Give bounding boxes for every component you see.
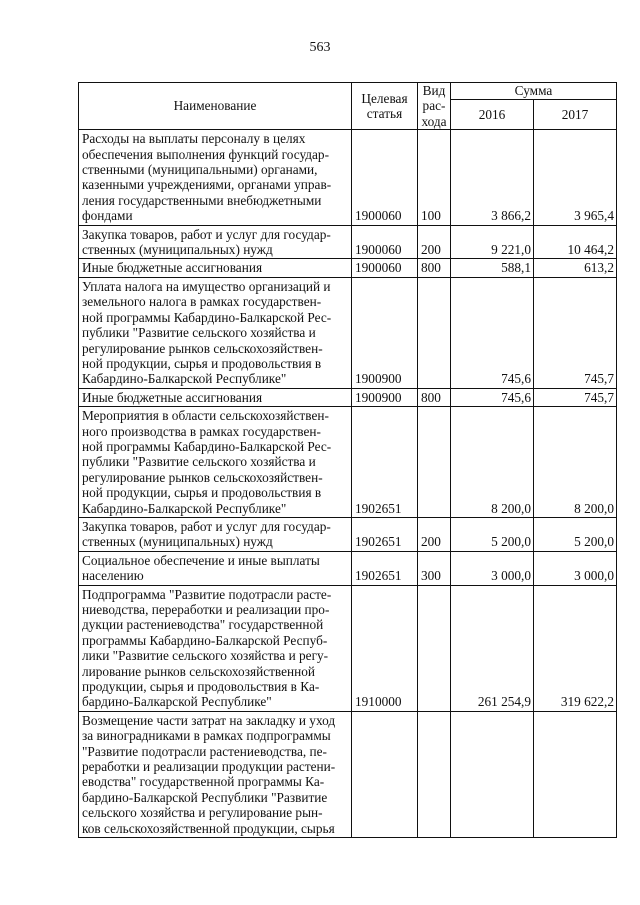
table-row xyxy=(79,517,617,551)
row-sum-2017: 319 622,2 xyxy=(534,585,617,711)
row-sum-2017 xyxy=(534,711,617,837)
row-kind-code: 800 xyxy=(418,259,451,277)
row-name-line: "Развитие подотрасли растениеводства, пе- xyxy=(82,743,327,759)
row-name-line: Закупка товаров, работ и услуг для государ- xyxy=(82,518,331,534)
row-name xyxy=(79,585,352,711)
table-row xyxy=(79,388,617,406)
row-sum-2016: 588,1 xyxy=(451,259,534,277)
row-kind-code xyxy=(418,407,451,518)
table-row xyxy=(79,277,617,388)
table-row xyxy=(79,259,617,277)
table-row xyxy=(79,711,617,837)
header-year-2016: 2016 xyxy=(451,100,534,130)
row-name-line: казенными учреждениями, органами управ- xyxy=(82,177,332,193)
row-name xyxy=(79,711,352,837)
header-target: Целевая статья xyxy=(352,83,418,130)
row-name-line: ственными (муниципальными) органами, xyxy=(82,162,318,178)
row-name-line: за виноградниками в рамках подпрограммы xyxy=(82,728,331,744)
header-kind: Вид рас- хода xyxy=(418,83,451,130)
row-name-line: Расходы на выплаты персоналу в целях xyxy=(82,131,306,147)
row-sum-2016: 745,6 xyxy=(451,277,534,388)
row-kind-code: 200 xyxy=(418,225,451,259)
row-kind-code xyxy=(418,277,451,388)
row-name-line: публики "Развитие сельского хозяйства и xyxy=(82,325,316,341)
row-sum-2017: 10 464,2 xyxy=(534,225,617,259)
row-target-code: 1902651 xyxy=(352,407,418,518)
row-sum-2016: 5 200,0 xyxy=(451,517,534,551)
row-kind-code: 100 xyxy=(418,130,451,225)
row-sum-2016: 9 221,0 xyxy=(451,225,534,259)
row-target-code: 1900900 xyxy=(352,277,418,388)
row-name xyxy=(79,130,352,225)
row-name-line: сельского хозяйства и регулирование рын- xyxy=(82,805,323,821)
row-name-line: фондами xyxy=(82,208,133,224)
row-target-code: 1900060 xyxy=(352,130,418,225)
row-name-line: регулирование рынков сельскохозяйствен- xyxy=(82,469,323,485)
row-name xyxy=(79,259,352,277)
row-sum-2016: 261 254,9 xyxy=(451,585,534,711)
row-name-line: Уплата налога на имущество организаций и xyxy=(82,278,331,294)
row-name-line: публики "Развитие сельского хозяйства и xyxy=(82,454,316,470)
row-kind-code: 800 xyxy=(418,388,451,406)
page-number: 563 xyxy=(309,40,331,55)
table-row xyxy=(79,551,617,585)
table-row xyxy=(79,130,617,225)
row-sum-2016: 745,6 xyxy=(451,388,534,406)
row-name-line: ной продукции, сырья и продовольствия в xyxy=(82,485,322,501)
header-name: Наименование xyxy=(79,83,352,130)
row-target-code: 1900060 xyxy=(352,225,418,259)
row-name xyxy=(79,517,352,551)
row-name-line: Социальное обеспечение и иные выплаты xyxy=(82,552,320,568)
row-name xyxy=(79,551,352,585)
header-row xyxy=(79,83,617,100)
row-name-line: ления государственными внебюджетными xyxy=(82,192,322,208)
row-name-line: дукции растениеводства" государственной xyxy=(82,617,324,633)
row-sum-2016: 3 866,2 xyxy=(451,130,534,225)
row-target-code: 1902651 xyxy=(352,517,418,551)
row-sum-2016 xyxy=(451,711,534,837)
row-name-line: Возмещение части затрат на закладку и уход xyxy=(82,712,336,728)
row-name-line: ственных (муниципальных) нужд xyxy=(82,242,273,258)
row-name-line: бардино-Балкарской Республики "Развитие xyxy=(82,789,328,805)
row-name-line: регулирование рынков сельскохозяйствен- xyxy=(82,340,323,356)
row-name-line: Закупка товаров, работ и услуг для государ- xyxy=(82,226,331,242)
row-name-line: программы Кабардино-Балкарской Респуб- xyxy=(82,632,328,648)
row-kind-code xyxy=(418,711,451,837)
row-sum-2016: 3 000,0 xyxy=(451,551,534,585)
row-sum-2017: 3 965,4 xyxy=(534,130,617,225)
row-name-line: еводства" государственной программы Ка- xyxy=(82,774,325,790)
budget-table xyxy=(78,82,617,838)
row-name-line: ниеводства, переработки и реализации про- xyxy=(82,602,330,617)
row-name xyxy=(79,277,352,388)
row-name xyxy=(79,388,352,406)
row-target-code: 1902651 xyxy=(352,551,418,585)
row-name-line: Подпрограмма "Развитие подотрасли расте- xyxy=(82,586,332,602)
row-name-line: земельного налога в рамках государствен- xyxy=(82,294,322,310)
row-name-line: Мероприятия в области сельскохозяйствен- xyxy=(82,408,329,424)
row-sum-2017: 5 200,0 xyxy=(534,517,617,551)
table-body xyxy=(79,130,617,838)
row-sum-2017: 3 000,0 xyxy=(534,551,617,585)
row-name-line: лики "Развитие сельского хозяйства и регу- xyxy=(82,648,329,664)
row-name-line: реработки и реализации продукции растени- xyxy=(82,759,336,775)
row-name-line: лирование рынков сельскохозяйственной xyxy=(82,663,316,679)
row-name-line: населению xyxy=(82,568,144,584)
row-name xyxy=(79,407,352,518)
row-name-line: ной продукции, сырья и продовольствия в xyxy=(82,355,322,371)
row-sum-2016: 8 200,0 xyxy=(451,407,534,518)
row-kind-code: 300 xyxy=(418,551,451,585)
header-sum: Сумма xyxy=(451,83,617,100)
row-name-line: Кабардино-Балкарской Республике" xyxy=(82,371,287,387)
row-sum-2017: 8 200,0 xyxy=(534,407,617,518)
row-target-code xyxy=(352,711,418,837)
row-target-code: 1910000 xyxy=(352,585,418,711)
row-name-line: Иные бюджетные ассигнования xyxy=(82,260,263,276)
row-sum-2017: 613,2 xyxy=(534,259,617,277)
row-target-code: 1900900 xyxy=(352,388,418,406)
row-name-line: ной программы Кабардино-Балкарской Рес- xyxy=(82,309,332,325)
row-sum-2017: 745,7 xyxy=(534,388,617,406)
row-name xyxy=(79,225,352,259)
row-name-line: Иные бюджетные ассигнования xyxy=(82,389,263,405)
row-name-line: обеспечения выполнения функций государ- xyxy=(82,146,330,162)
row-name-line: ной программы Кабардино-Балкарской Рес- xyxy=(82,438,332,454)
row-name-line: ков сельскохозяйственной продукции, сырья xyxy=(82,820,335,836)
row-kind-code: 200 xyxy=(418,517,451,551)
table-row xyxy=(79,225,617,259)
row-sum-2017: 745,7 xyxy=(534,277,617,388)
row-name-line: ственных (муниципальных) нужд xyxy=(82,534,273,550)
table-row xyxy=(79,407,617,518)
row-kind-code xyxy=(418,585,451,711)
table-row xyxy=(79,585,617,711)
row-name-line: бардино-Балкарской Республике" xyxy=(82,694,272,710)
row-name-line: продукции, сырья и продовольствия в Ка- xyxy=(82,679,320,695)
row-name-line: ного производства в рамках государствен- xyxy=(82,423,321,439)
header-year-2017: 2017 xyxy=(534,100,617,130)
row-name-line: Кабардино-Балкарской Республике" xyxy=(82,500,287,516)
row-target-code: 1900060 xyxy=(352,259,418,277)
